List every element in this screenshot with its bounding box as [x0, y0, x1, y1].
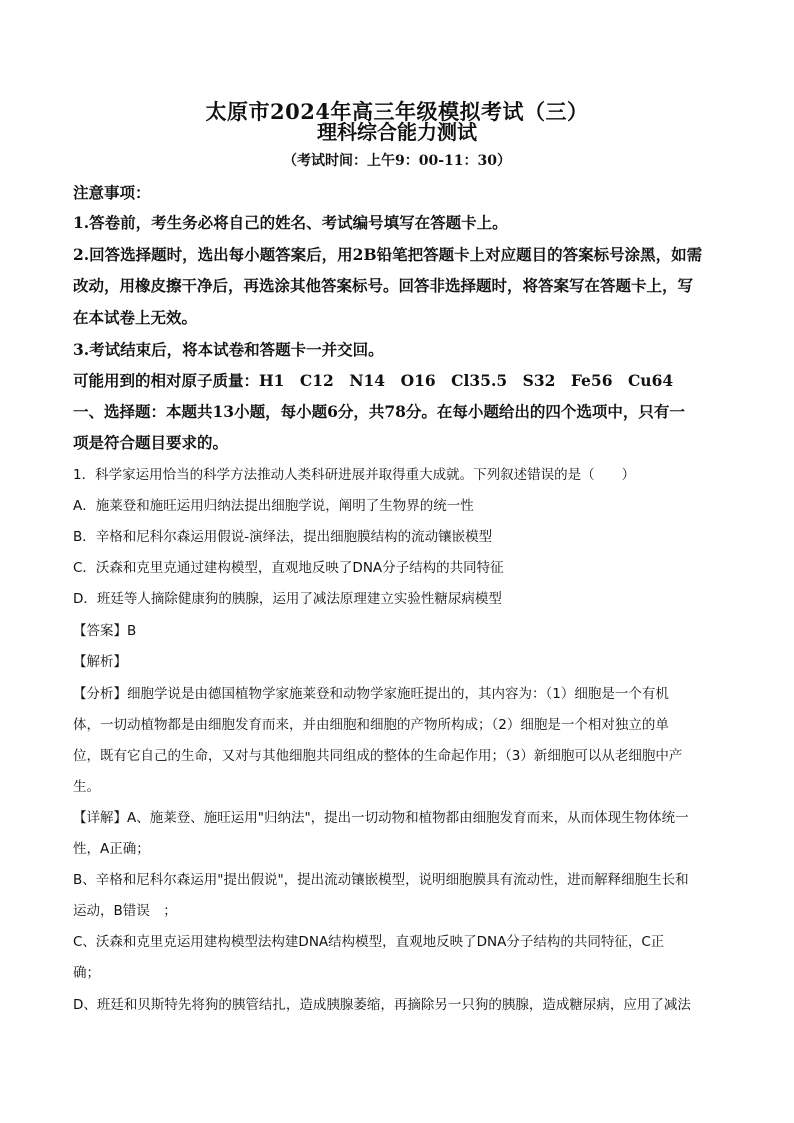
notice-item-2-line-1: 2.回答选择题时，选出每小题答案后，用2B铅笔把答题卡上对应题目的答案标号涂黑，如需	[73, 245, 703, 264]
explanation-c-line-2: 确；	[73, 965, 100, 981]
explanation-b-line-1: B、辛格和尼科尔森运用"提出假说"，提出流动镶嵌模型，说明细胞膜具有流动性，进而解释细胞生长和	[73, 872, 689, 888]
fenxi-line-3: 位，既有它自己的生命，又对与其他细胞共同组成的整体的生命起作用；（3）新细胞可以从老细胞中产	[73, 748, 683, 764]
notice-item-1: 1.答卷前，考生务必将自己的姓名、考试编号填写在答题卡上。	[73, 213, 508, 232]
notice-item-3: 3.考试结束后，将本试卷和答题卡一并交回。	[73, 340, 384, 359]
analysis-heading: 【解析】	[73, 654, 127, 670]
section-heading-line-1: 一、选择题：本题共13小题，每小题6分，共78分。在每小题给出的四个选项中，只有一	[73, 402, 685, 421]
explanation-c-line-1: C、沃森和克里克运用建构模型法构建DNA结构模型，直观地反映了DNA分子结构的共同特征，C正	[73, 934, 665, 950]
notice-item-2-line-2: 改动，用橡皮擦干净后，再选涂其他答案标号。回答非选择题时，将答案写在答题卡上，写	[73, 276, 694, 295]
question-1-option-a: A．施莱登和施旺运用归纳法提出细胞学说，阐明了生物界的统一性	[73, 498, 474, 514]
atomic-mass-line: 可能用到的相对原子质量：H1 C12 N14 O16 Cl35.5 S32 Fe56 Cu64	[73, 371, 674, 390]
explanation-d-line-1: D、班廷和贝斯特先将狗的胰管结扎，造成胰腺萎缩，再摘除另一只狗的胰腺，造成糖尿病，应用了减法	[73, 997, 691, 1013]
answer-label: 【答案】B	[73, 623, 137, 639]
explanation-b-line-2: 运动，B错误 ；	[73, 903, 177, 919]
question-1-option-b: B．辛格和尼科尔森运用假说-演绎法，提出细胞膜结构的流动镶嵌模型	[73, 529, 493, 545]
exam-subtitle: 理科综合能力测试	[317, 120, 477, 144]
fenxi-line-4: 生。	[73, 779, 100, 795]
xiangjie-line-2: 性，A正确；	[73, 841, 150, 857]
notice-item-2-line-3: 在本试卷上无效。	[73, 308, 198, 327]
fenxi-line-2: 体，一切动植物都是由细胞发育而来，并由细胞和细胞的产物所构成；（2）细胞是一个相对独立的单	[73, 717, 669, 733]
section-heading-line-2: 项是符合题目要求的。	[73, 433, 229, 452]
question-1-stem: 1．科学家运用恰当的科学方法推动人类科研进展并取得重大成就。下列叙述错误的是（ ）	[73, 467, 636, 483]
question-1-option-c: C．沃森和克里克通过建构模型，直观地反映了DNA分子结构的共同特征	[73, 560, 504, 576]
exam-title: 太原市2024年高三年级模拟考试（三）	[205, 99, 589, 124]
fenxi-line-1: 【分析】细胞学说是由德国植物学家施莱登和动物学家施旺提出的，其内容为：（1）细胞是一个有机	[73, 686, 669, 702]
question-1-option-d: D．班廷等人摘除健康狗的胰腺，运用了减法原理建立实验性糖尿病模型	[73, 591, 502, 607]
xiangjie-line-1: 【详解】A、施莱登、施旺运用"归纳法"，提出一切动物和植物都由细胞发育而来，从而体现生物体统一	[73, 810, 689, 826]
notice-heading: 注意事项：	[73, 183, 151, 202]
exam-time: （考试时间：上午9：00-11：30）	[283, 153, 511, 169]
